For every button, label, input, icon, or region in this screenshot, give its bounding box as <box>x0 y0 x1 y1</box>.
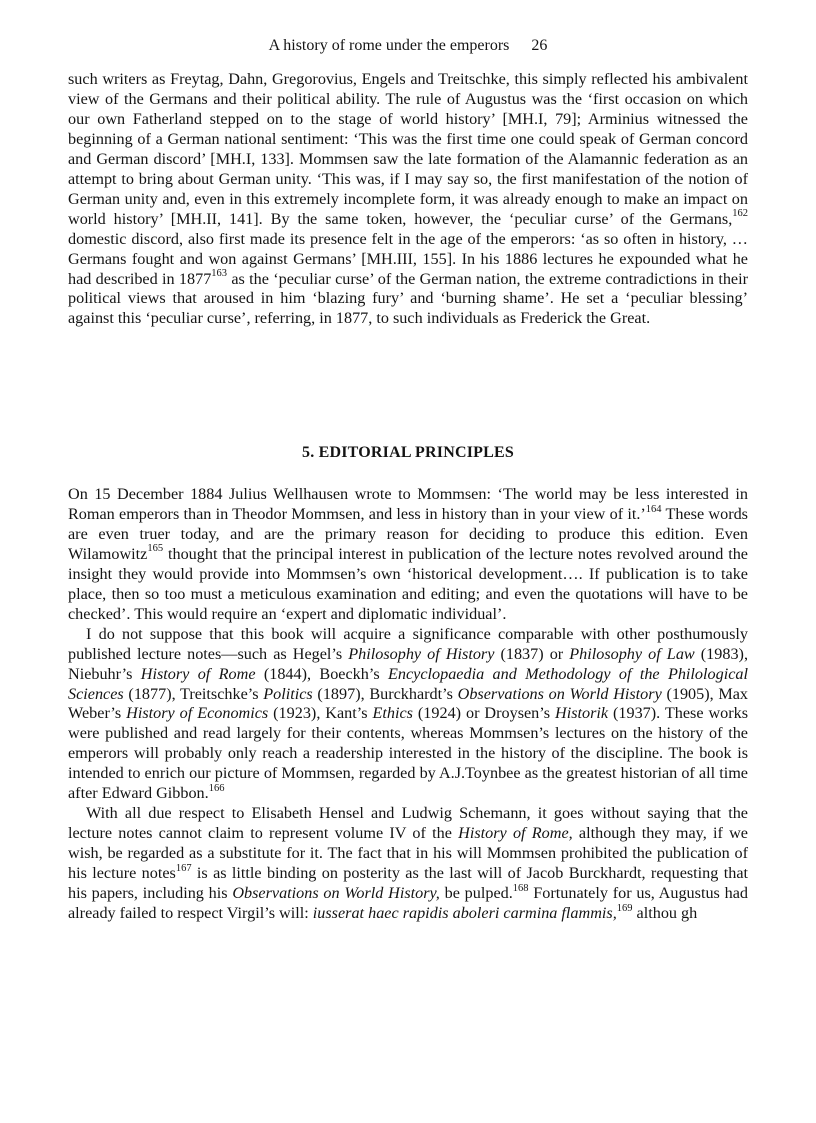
running-head <box>0 36 816 56</box>
footnote-marker: 169 <box>616 902 633 914</box>
paragraph-1 <box>68 70 748 329</box>
text-run: thought that the principal interest in publication of the lecture notes revolved around the insight they would provide into Mommsen’s own ‘historical development…. If publication is to take place, then so too must a meticulous examination and editing; and even the quotations will have to be checked’. This would require an ‘expert and diplomatic individual’. <box>68 544 748 623</box>
text-run: such writers as Freytag, Dahn, Gregorovius, Engels and Treitschke, this simply reflected his ambivalent view of the Germans and their political ability. The rule of Augustus was the ‘first occasion on which our own Fatherland stepped on to the stage of world history’ [MH.I, 79]; Arminius witnessed the beginning of a German national sentiment: ‘This was the first time one could speak of German concord and German discord’ [MH.I, 133]. Mommsen saw the late formation of the Alamannic federation as an attempt to bring about German unity. ‘This was, if I may say so, the first manifestation of the notion of German unity and, even in this extremely incomplete form, it was already enough to make an impact on world history’ [MH.II, 141]. By the same token, however, the ‘peculiar curse’ of the Germans, <box>68 70 748 228</box>
body-text-top <box>68 70 748 329</box>
text-run: (1983), Niebuhr’s <box>68 644 748 683</box>
text-run: With all due respect to Elisabeth Hensel and Ludwig Schemann, it goes without saying that the lecture notes cannot claim to represent volume IV of the <box>68 804 748 843</box>
footnote-marker: 163 <box>211 268 228 280</box>
italic-title: History of Economics <box>126 704 269 723</box>
paragraph-4 <box>68 804 748 924</box>
paragraph-3 <box>68 625 748 805</box>
text-run: is as little binding on posterity as the last will of Jacob Burckhardt, requesting that his papers, including his <box>68 864 748 903</box>
footnote-marker: 167 <box>175 862 192 874</box>
text-run: (1924) or Droysen’s <box>412 704 556 723</box>
text-run: althou gh <box>632 904 698 923</box>
footnote-marker: 166 <box>208 782 225 794</box>
text-run: On 15 December 1884 Julius Wellhausen wrote to Mommsen: ‘The world may be less interested in Roman emperors than in Theodor Mommsen, and less in history than in your view of it.’ <box>68 485 748 523</box>
footnote-marker: 164 <box>645 503 662 515</box>
text-run: (1897), Burckhardt’s <box>312 684 458 703</box>
italic-title: Ethics <box>372 704 413 723</box>
italic-title: Politics <box>263 684 313 703</box>
text-run: (1844), Boeckh’s <box>255 664 388 683</box>
footnote-marker: 165 <box>147 543 164 555</box>
italic-title: Philosophy of History <box>348 644 495 663</box>
text-run: (1877), Treitschke’s <box>123 684 264 703</box>
text-run: Fortunately for us, Augustus had already failed to respect Virgil’s will: <box>68 884 748 923</box>
text-run: These words are even truer today, and are the primary reason for deciding to produce this edition. Even Wilamowitz <box>68 504 748 563</box>
italic-title: Observations on World History, <box>232 884 440 903</box>
text-run: (1837) or <box>494 644 570 663</box>
text-run: domestic discord, also first made its presence felt in the age of the emperors: ‘as so often in history, …Germans fought and won against Germans’ [MH.III, 155]. In his 1886 lectures he expounded what he had described in 1877 <box>68 229 748 288</box>
text-run: as the ‘peculiar curse’ of the German nation, the extreme contradictions in their political views that aroused in him ‘blazing fury’ and ‘burning shame’. He set a ‘peculiar blessing’ against this ‘peculiar curse’, referring, in 1877, to such individuals as Frederick the Great. <box>68 269 748 328</box>
paragraph-2 <box>68 485 748 625</box>
italic-title: Encyclopaedia and Methodology of the Philological Sciences <box>68 664 748 703</box>
italic-title: Observations on World History <box>457 684 662 703</box>
italic-title: History of Rome, <box>458 824 573 843</box>
text-run: I do not suppose that this book will acquire a significance comparable with other posthumously published lecture notes—such as Hegel’s <box>68 624 748 663</box>
italic-title: History of Rome <box>140 664 256 683</box>
running-head-title: A history of rome under the emperors <box>268 37 510 54</box>
text-run: be pulped. <box>439 884 513 903</box>
body-text-section <box>68 485 748 924</box>
italic-title: Philosophy of Law <box>569 644 695 663</box>
text-run: (1923), Kant’s <box>268 704 373 723</box>
footnote-marker: 162 <box>732 208 748 220</box>
italic-title: iusserat haec rapidis aboleri carmina flammis, <box>312 904 617 923</box>
page-number: 26 <box>531 37 548 54</box>
text-run: although they may, if we wish, be regarded as a substitute for it. The fact that in his will Mommsen prohibited the publication of his lecture notes <box>68 824 748 883</box>
section-heading: 5. EDITORIAL PRINCIPLES <box>302 444 514 461</box>
footnote-marker: 168 <box>512 882 529 894</box>
text-run: (1937). These works were published and read largely for their contents, whereas Mommsen’s lectures on the history of the emperors will probably only reach a readership interested in the history of the discipline. The book is intended to enrich our picture of Mommsen, regarded by A.J.Toynbee as the greatest historian of all time after Edward Gibbon. <box>68 704 749 803</box>
text-run: (1905), Max Weber’s <box>68 684 749 723</box>
italic-title: Historik <box>555 704 609 723</box>
